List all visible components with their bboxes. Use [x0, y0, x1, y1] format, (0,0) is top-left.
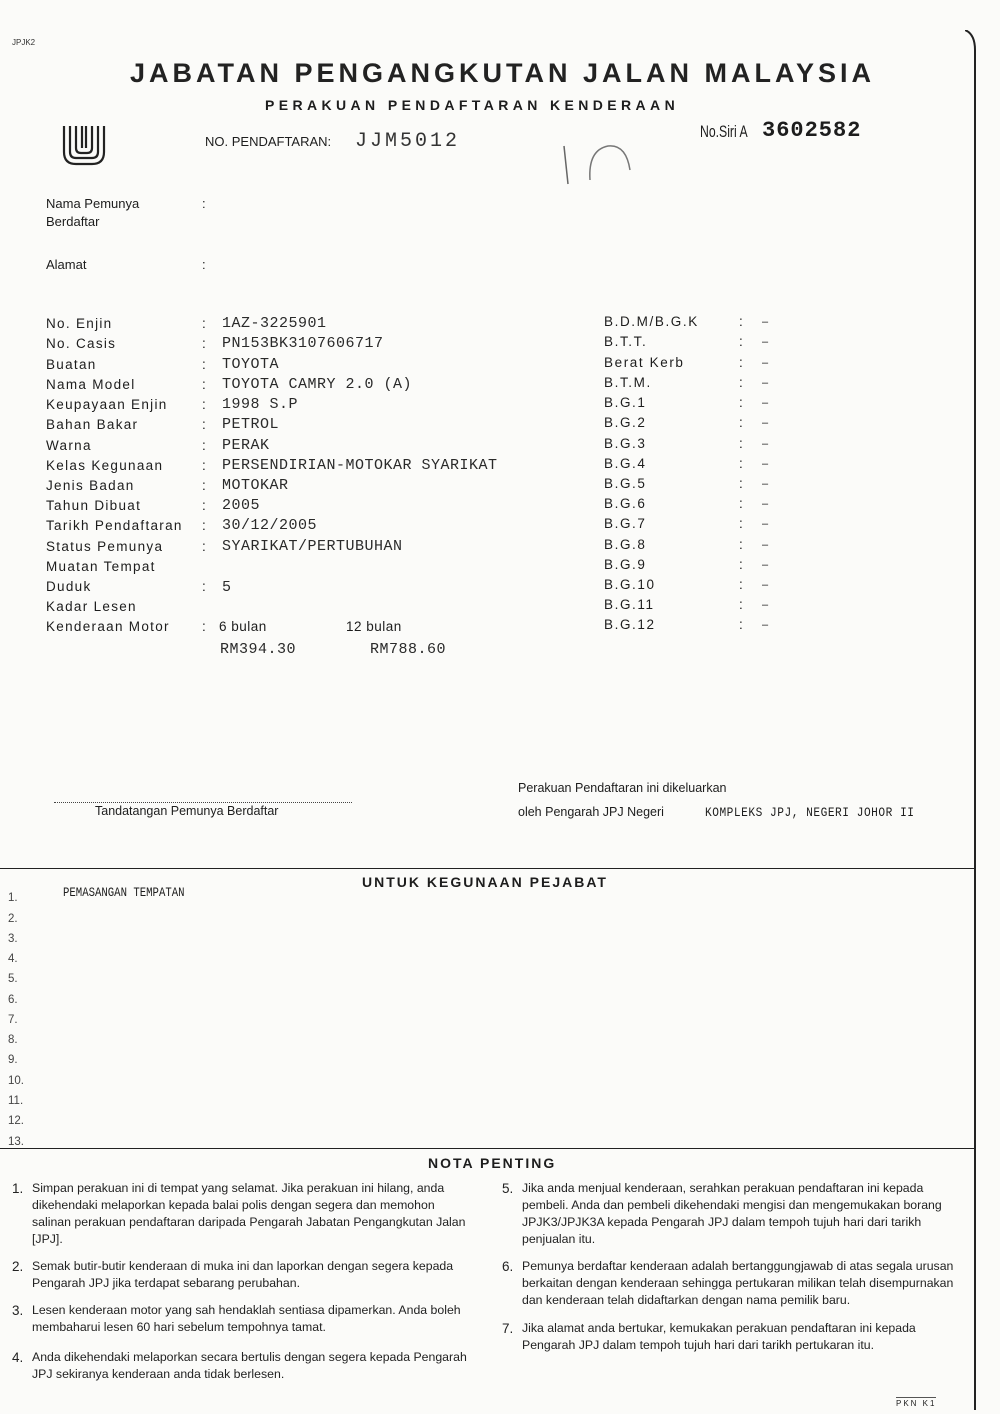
- weight-colon: :: [739, 476, 743, 491]
- note-text: Pemunya berdaftar kenderaan adalah bertanggungjawab di atas segala urusan berkaitan dengan kenderaan sehingga pertukaran milikan telah disempurnakan dan kenderaan telah didaftarkan dengan nama pemilik baru.: [522, 1259, 954, 1307]
- field-colon: :: [202, 397, 206, 412]
- usage-class-value: PERSENDIRIAN-MOTOKAR SYARIKAT: [222, 457, 498, 474]
- field-label: Jenis Badan: [46, 478, 135, 493]
- row-number: 4.: [8, 953, 18, 965]
- field-colon: :: [202, 579, 206, 594]
- weight-label: B.G.3: [604, 436, 647, 451]
- field-label: Status Pemunya: [46, 539, 164, 554]
- field-colon: :: [202, 518, 206, 533]
- document-subtitle: PERAKUAN PENDAFTARAN KENDERAAN: [265, 97, 680, 113]
- weight-value: –: [762, 599, 769, 611]
- weight-label: B.G.4: [604, 456, 647, 471]
- chassis-number-value: PN153BK3107606717: [222, 335, 384, 352]
- note-item: [12, 1349, 472, 1383]
- note-text: Lesen kenderaan motor yang sah hendaklah sentiasa dipamerkan. Anda boleh membaharui lesen 60 hari sebelum tempohnya tamat.: [32, 1303, 461, 1334]
- weight-value: –: [762, 316, 769, 328]
- note-text: Anda dikehendaki melaporkan secara bertulis dengan segera kepada Pengarah JPJ sekiranya kenderaan anda tidak berlesen.: [32, 1350, 467, 1381]
- weight-colon: :: [739, 395, 743, 410]
- note-text: Semak butir-butir kenderaan di muka ini dan laporkan dengan segera kepada Pengarah JPJ jika terdapat sebarang perubahan.: [32, 1259, 454, 1290]
- weight-value: –: [762, 377, 769, 389]
- owner-name-label-2: Berdaftar: [46, 214, 100, 229]
- body-type-value: MOTOKAR: [222, 477, 289, 494]
- weight-label: B.G.9: [604, 557, 647, 572]
- weight-value: –: [762, 336, 769, 348]
- field-label: Kenderaan Motor: [46, 619, 170, 634]
- engine-capacity-value: 1998 S.P: [222, 396, 299, 413]
- registration-date-value: 30/12/2005: [222, 517, 318, 534]
- field-label: Kadar Lesen: [46, 599, 137, 614]
- field-label: Tahun Dibuat: [46, 498, 142, 513]
- note-item: [502, 1320, 964, 1354]
- weight-colon: :: [739, 537, 743, 552]
- weight-value: –: [762, 498, 769, 510]
- field-label: Kelas Kegunaan: [46, 458, 164, 473]
- weight-value: –: [762, 397, 769, 409]
- note-number: 3.: [12, 1303, 24, 1318]
- office-use-title: UNTUK KEGUNAAN PEJABAT: [362, 874, 608, 890]
- weight-colon: :: [739, 375, 743, 390]
- owner-name-label: Nama Pemunya: [46, 196, 140, 211]
- weight-value: –: [762, 438, 769, 450]
- row-number: 13.: [8, 1136, 24, 1148]
- weight-label: B.G.10: [604, 577, 656, 592]
- weight-value: –: [762, 357, 769, 369]
- note-number: 6.: [502, 1259, 514, 1274]
- engine-number-value: 1AZ-3225901: [222, 315, 327, 332]
- note-item: [502, 1258, 964, 1309]
- weight-label: B.D.M/B.G.K: [604, 314, 699, 329]
- field-colon: :: [202, 336, 206, 351]
- issuing-office: KOMPLEKS JPJ, NEGERI JOHOR II: [705, 805, 915, 820]
- field-label: Nama Model: [46, 377, 136, 392]
- row-number: 2.: [8, 913, 18, 925]
- weight-value: –: [762, 539, 769, 551]
- weight-value: –: [762, 559, 769, 571]
- weight-colon: :: [739, 355, 743, 370]
- weight-label: B.G.8: [604, 537, 647, 552]
- signature-line: [54, 802, 352, 803]
- weight-value: –: [762, 579, 769, 591]
- row-number: 11.: [8, 1095, 24, 1107]
- serial-number-label: No.Siri A: [700, 122, 748, 141]
- weight-colon: :: [739, 456, 743, 471]
- weight-label: Berat Kerb: [604, 355, 685, 370]
- owner-status-value: SYARIKAT/PERTUBUHAN: [222, 538, 403, 555]
- weight-colon: :: [739, 314, 743, 329]
- row-number: 8.: [8, 1034, 18, 1046]
- issued-by-text-2: oleh Pengarah JPJ Negeri: [518, 805, 664, 819]
- weight-colon: :: [739, 334, 743, 349]
- weight-value: –: [762, 458, 769, 470]
- weight-label: B.G.6: [604, 496, 647, 511]
- field-label: Keupayaan Enjin: [46, 397, 168, 412]
- note-number: 4.: [12, 1350, 24, 1365]
- color-value: PERAK: [222, 437, 270, 454]
- field-colon: :: [202, 619, 206, 634]
- field-colon: :: [202, 417, 206, 432]
- weight-value: –: [762, 417, 769, 429]
- divider: [0, 868, 976, 869]
- weight-label: B.T.M.: [604, 375, 652, 390]
- weight-colon: :: [739, 415, 743, 430]
- field-label: No. Enjin: [46, 316, 113, 331]
- row-number: 6.: [8, 994, 18, 1006]
- weight-colon: :: [739, 436, 743, 451]
- field-label: Duduk: [46, 579, 92, 594]
- weight-label: B.G.5: [604, 476, 647, 491]
- weight-colon: :: [739, 557, 743, 572]
- note-item: [12, 1302, 472, 1336]
- note-item: [502, 1180, 964, 1248]
- form-code: JPJK2: [12, 38, 36, 47]
- twelve-month-rate-value: RM788.60: [370, 641, 447, 658]
- weight-colon: :: [739, 516, 743, 531]
- field-label: Muatan Tempat: [46, 559, 156, 574]
- weight-value: –: [762, 518, 769, 530]
- weight-colon: :: [739, 496, 743, 511]
- six-month-label: 6 bulan: [219, 619, 267, 634]
- weight-colon: :: [739, 617, 743, 632]
- owner-signature-label: Tandatangan Pemunya Berdaftar: [95, 804, 279, 818]
- field-colon: :: [202, 316, 206, 331]
- year-made-value: 2005: [222, 497, 261, 514]
- model-value: TOYOTA CAMRY 2.0 (A): [222, 376, 413, 393]
- address-label: Alamat: [46, 257, 87, 272]
- row-number: 9.: [8, 1054, 18, 1066]
- jpj-logo-icon: [60, 122, 108, 168]
- row-number: 7.: [8, 1014, 18, 1026]
- address-colon: :: [202, 257, 206, 272]
- weight-label: B.T.T.: [604, 334, 648, 349]
- registration-number-value: JJM5012: [355, 130, 461, 153]
- field-label: Warna: [46, 438, 92, 453]
- fuel-value: PETROL: [222, 416, 280, 433]
- weight-colon: :: [739, 577, 743, 592]
- weight-value: –: [762, 478, 769, 490]
- footer-form-code: PKN K1: [896, 1399, 937, 1408]
- row-number: 5.: [8, 973, 18, 985]
- important-notes-title: NOTA PENTING: [428, 1155, 557, 1171]
- row-number: 10.: [8, 1075, 24, 1087]
- row-number: 3.: [8, 933, 18, 945]
- field-colon: :: [202, 478, 206, 493]
- weight-label: B.G.7: [604, 516, 647, 531]
- local-install-label: PEMASANGAN TEMPATAN: [63, 885, 185, 900]
- field-colon: :: [202, 498, 206, 513]
- weight-label: B.G.11: [604, 597, 655, 612]
- note-number: 2.: [12, 1259, 24, 1274]
- weight-colon: :: [739, 597, 743, 612]
- field-label: Tarikh Pendaftaran: [46, 518, 183, 533]
- note-text: Jika alamat anda bertukar, kemukakan perakuan pendaftaran ini kepada Pengarah JPJ dalam tempoh tujuh hari dari tarikh pertukaran itu.: [522, 1321, 916, 1352]
- note-number: 5.: [502, 1181, 514, 1196]
- divider: [0, 1148, 976, 1149]
- weight-label: B.G.1: [604, 395, 647, 410]
- field-colon: :: [202, 438, 206, 453]
- row-number: 1.: [8, 892, 18, 904]
- owner-name-colon: :: [202, 196, 206, 211]
- field-colon: :: [202, 539, 206, 554]
- registration-number-label: NO. PENDAFTARAN:: [205, 134, 332, 149]
- field-label: Buatan: [46, 357, 97, 372]
- row-number: 12.: [8, 1115, 24, 1127]
- field-label: Bahan Bakar: [46, 417, 139, 432]
- note-text: Jika anda menjual kenderaan, serahkan perakuan pendaftaran ini kepada pembeli. Anda dan pembeli dikehendaki mengisi dan mengemukakan borang JPJK3/JPJK3A kepada Pengarah JPJ dalam tempoh tujuh hari dari tarikh penjualan itu.: [522, 1181, 942, 1246]
- note-text: Simpan perakuan ini di tempat yang selamat. Jika perakuan ini hilang, anda dikehendaki melaporkan kepada balai polis dengan segera dan memohon salinan perakuan pendaftaran daripada Pengarah Jabatan Pengangkutan Jalan [JPJ].: [32, 1181, 466, 1246]
- handwritten-mark: [560, 140, 640, 190]
- weight-label: B.G.2: [604, 415, 647, 430]
- weight-value: –: [762, 619, 769, 631]
- note-number: 1.: [12, 1181, 24, 1196]
- note-item: [12, 1180, 472, 1248]
- page-edge-border: [965, 30, 977, 1410]
- note-number: 7.: [502, 1321, 514, 1336]
- field-colon: :: [202, 357, 206, 372]
- serial-number-value: 3602582: [762, 118, 862, 143]
- note-item: [12, 1258, 472, 1292]
- field-colon: :: [202, 377, 206, 392]
- twelve-month-label: 12 bulan: [346, 619, 402, 634]
- six-month-rate-value: RM394.30: [220, 641, 297, 658]
- field-label: No. Casis: [46, 336, 117, 351]
- seating-value: 5: [222, 579, 232, 596]
- weight-label: B.G.12: [604, 617, 656, 632]
- document-title: JABATAN PENGANGKUTAN JALAN MALAYSIA: [130, 58, 876, 88]
- issued-by-text-1: Perakuan Pendaftaran ini dikeluarkan: [518, 781, 727, 795]
- make-value: TOYOTA: [222, 356, 280, 373]
- field-colon: :: [202, 458, 206, 473]
